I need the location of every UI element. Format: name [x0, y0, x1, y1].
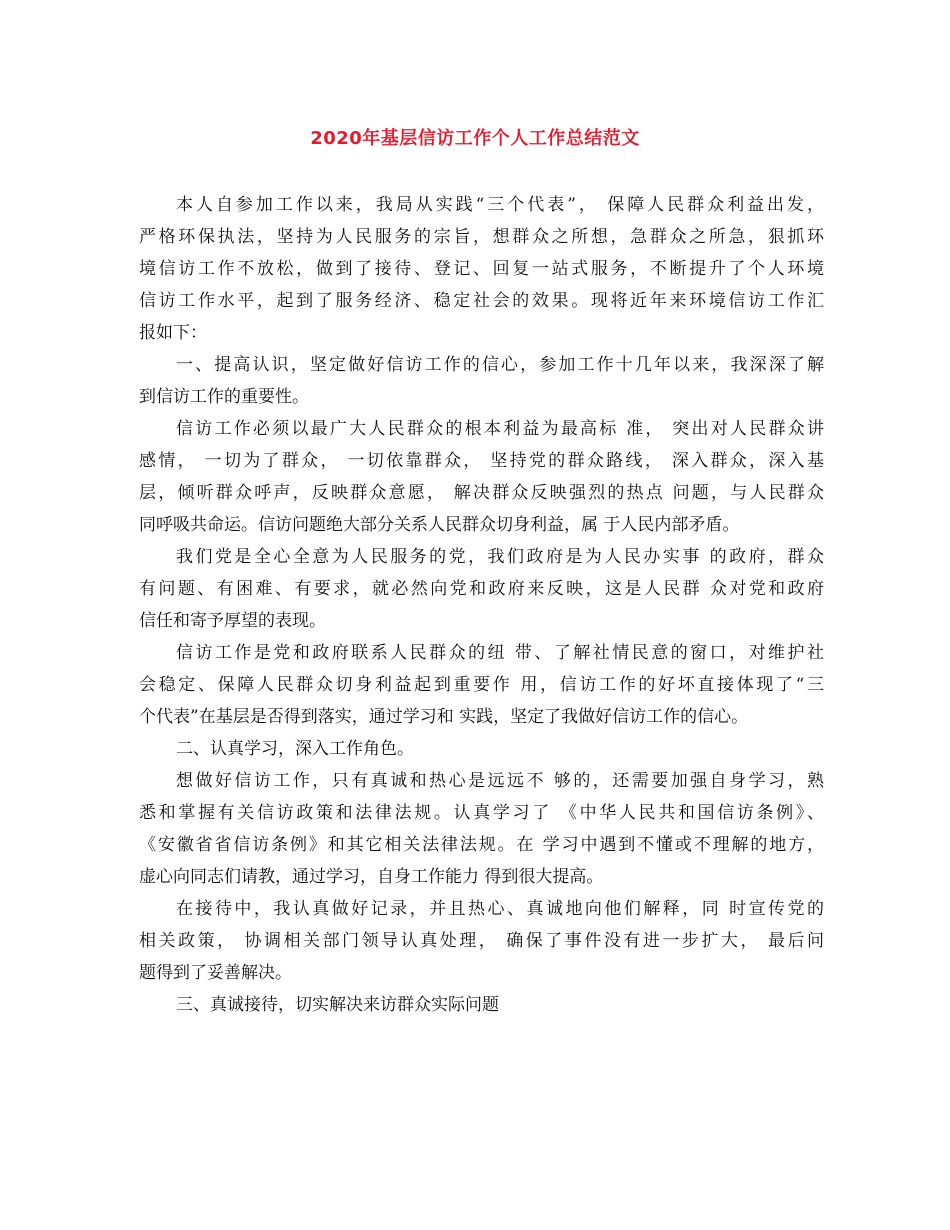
section-heading: 三、真诚接待，切实解决来访群众实际问题: [176, 995, 499, 1015]
text-line: 感情， 一切为了群众， 一切依靠群众， 坚持党的群众路线， 深入群众，深入基: [139, 451, 824, 471]
text-line: 个代表”在基层是否得到落实，通过学习和 实践，坚定了我做好信访工作的信心。: [139, 707, 749, 727]
text-line: 我们党是全心全意为人民服务的党，我们政府是为人民办实事 的政府，群众: [176, 547, 824, 567]
text-line: 在接待中，我认真做好记录，并且热心、真诚地向他们解释，同 时宣传党的: [176, 899, 824, 919]
text-line: 有问题、有困难、有要求，就必然向党和政府来反映，这是人民群 众对党和政府: [139, 579, 824, 599]
text-line: 信访工作水平，起到了服务经济、稳定社会的效果。现将近年来环境信访工作汇: [139, 291, 824, 311]
text-line: 虚心向同志们请教，通过学习，自身工作能力 得到很大提高。: [139, 867, 604, 887]
text-line: 层，倾听群众呼声，反映群众意愿， 解决群众反映强烈的热点 问题，与人民群众: [139, 483, 824, 503]
text-line: 一、提高认识，坚定做好信访工作的信心，参加工作十几年以来，我深深了解: [176, 355, 824, 375]
text-line: 到信访工作的重要性。: [139, 387, 309, 407]
section-heading: 二、认真学习，深入工作角色。: [176, 739, 414, 759]
text-line: 悉和掌握有关信访政策和法律法规。认真学习了 《中华人民共和国信访条例》、: [139, 803, 824, 823]
text-line: 想做好信访工作，只有真诚和热心是远远不 够的，还需要加强自身学习，熟: [176, 771, 824, 791]
document-body: [139, 189, 824, 1021]
text-line: 《安徽省省信访条例》和其它相关法律法规。在 学习中遇到不懂或不理解的地方，: [139, 835, 824, 855]
text-line: 相关政策， 协调相关部门领导认真处理， 确保了事件没有进一步扩大， 最后问: [139, 931, 824, 951]
text-line: 信访工作必须以最广大人民群众的根本利益为最高标 准， 突出对人民群众讲: [176, 419, 824, 439]
text-line: 信访工作是党和政府联系人民群众的纽 带、了解社情民意的窗口，对维护社: [176, 643, 824, 663]
document-title: 2020年基层信访工作个人工作总结范文: [310, 128, 640, 149]
text-line: 题得到了妥善解决。: [139, 963, 292, 983]
text-line: 严格环保执法，坚持为人民服务的宗旨，想群众之所想，急群众之所急，狠抓环: [139, 227, 824, 247]
text-line: 会稳定、保障人民群众切身利益起到重要作 用，信访工作的好坏直接体现了“三: [139, 675, 824, 695]
text-line: 本人自参加工作以来，我局从实践“三个代表”， 保障人民群众利益出发，: [176, 195, 824, 215]
text-line: 境信访工作不放松，做到了接待、登记、回复一站式服务，不断提升了个人环境: [139, 259, 824, 279]
text-line: 信任和寄予厚望的表现。: [139, 611, 326, 631]
text-line: 同呼吸共命运。信访问题绝大部分关系人民群众切身利益，属 于人民内部矛盾。: [139, 515, 740, 535]
text-line: 报如下：: [139, 323, 207, 343]
